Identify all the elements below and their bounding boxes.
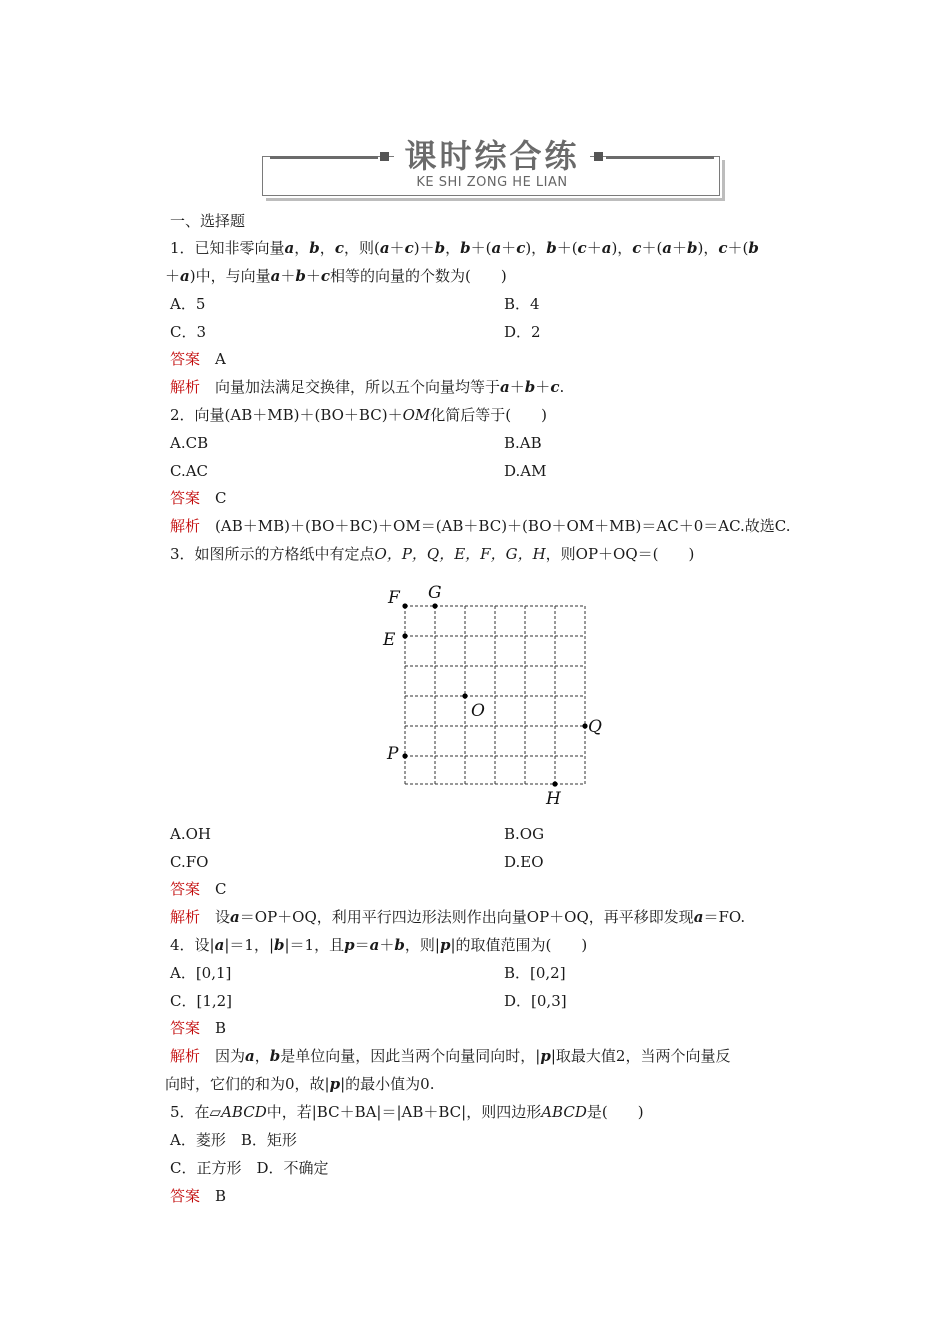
point-p: [402, 753, 407, 758]
q1-answer: 答案 A: [170, 350, 226, 368]
q5-options-row2: C．正方形 D．不确定: [170, 1159, 329, 1177]
q4-stem: 4．设|a|＝1，|b|＝1，且p＝a＋b，则|p|的取值范围为( ): [170, 936, 588, 954]
q3-stem: 3．如图所示的方格纸中有定点O，P，Q，E，F，G，H，则OP＋OQ＝( ): [170, 545, 695, 563]
q1-option-b: B．4: [504, 295, 540, 313]
q4-option-d: D．[0,3]: [504, 992, 567, 1010]
q2-answer: 答案 C: [170, 489, 227, 507]
point-g: [432, 603, 437, 608]
q3-option-d: D.EO: [504, 853, 544, 871]
label-p: P: [387, 744, 399, 764]
point-f: [402, 603, 407, 608]
banner-title: 课时综合练: [262, 138, 722, 174]
banner-subtitle: KE SHI ZONG HE LIAN: [416, 175, 568, 190]
q4-answer: 答案 B: [170, 1019, 227, 1037]
q5-options-row1: A．菱形 B．矩形: [170, 1131, 297, 1149]
point-e: [402, 633, 407, 638]
q1-analysis: 解析 向量加法满足交换律，所以五个向量均等于a＋b＋c.: [170, 378, 565, 396]
q1-stem-line2: ＋a)中，与向量a＋b＋c相等的向量的个数为( ): [165, 267, 507, 285]
q2-stem: 2．向量(AB＋MB)＋(BO＋BC)＋OM化简后等于( ): [170, 406, 547, 424]
q5-answer: 答案 B: [170, 1187, 227, 1205]
label-f: F: [388, 588, 400, 608]
q5-stem: 5．在▱ABCD中，若|BC＋BA|＝|AB＋BC|，则四边形ABCD是( ): [170, 1103, 644, 1121]
q4-option-b: B．[0,2]: [504, 964, 566, 982]
grid-lines: [405, 606, 585, 784]
q1-stem-line1: 1．已知非零向量a，b，c，则(a＋c)＋b，b＋(a＋c)，b＋(c＋a)，c＋(a＋b)，c＋(b: [170, 239, 759, 257]
q2-option-c: C.AC: [170, 462, 209, 480]
q3-answer: 答案 C: [170, 880, 227, 898]
q1-option-a: A．5: [170, 295, 206, 313]
label-h: H: [546, 789, 561, 809]
point-o: [462, 693, 467, 698]
q4-analysis-line2: 向时，它们的和为0，故|p|的最小值为0.: [165, 1075, 435, 1093]
label-g: G: [428, 583, 442, 603]
label-o: O: [471, 701, 485, 721]
q2-option-b: B.AB: [504, 434, 542, 452]
q4-analysis-line1: 解析 因为a，b是单位向量，因此当两个向量同向时，|p|取最大值2，当两个向量反: [170, 1047, 731, 1065]
q1-option-c: C．3: [170, 323, 207, 341]
section-heading: 一、选择题: [170, 212, 246, 230]
q2-analysis: 解析 (AB＋MB)＋(BO＋BC)＋OM＝(AB＋BC)＋(BO＋OM＋MB)＝AC＋0＝AC.故选C.: [170, 517, 791, 535]
q3-option-c: C.FO: [170, 853, 209, 871]
q4-option-a: A．[0,1]: [170, 964, 232, 982]
q3-analysis: 解析 设a＝OP＋OQ，利用平行四边形法则作出向量OP＋OQ，再平移即发现a＝FO.: [170, 908, 746, 926]
point-q: [582, 723, 587, 728]
q2-option-a: A.CB: [170, 434, 209, 452]
point-h: [552, 781, 557, 786]
section-banner: [262, 138, 722, 196]
q2-option-d: D.AM: [504, 462, 547, 480]
q3-option-b: B.OG: [504, 825, 545, 843]
label-q: Q: [588, 717, 602, 737]
q4-option-c: C．[1,2]: [170, 992, 233, 1010]
grid-figure: [365, 576, 617, 816]
q3-option-a: A.OH: [170, 825, 211, 843]
q1-option-d: D．2: [504, 323, 541, 341]
grid-figure-svg: [365, 576, 617, 816]
label-e: E: [383, 630, 396, 650]
